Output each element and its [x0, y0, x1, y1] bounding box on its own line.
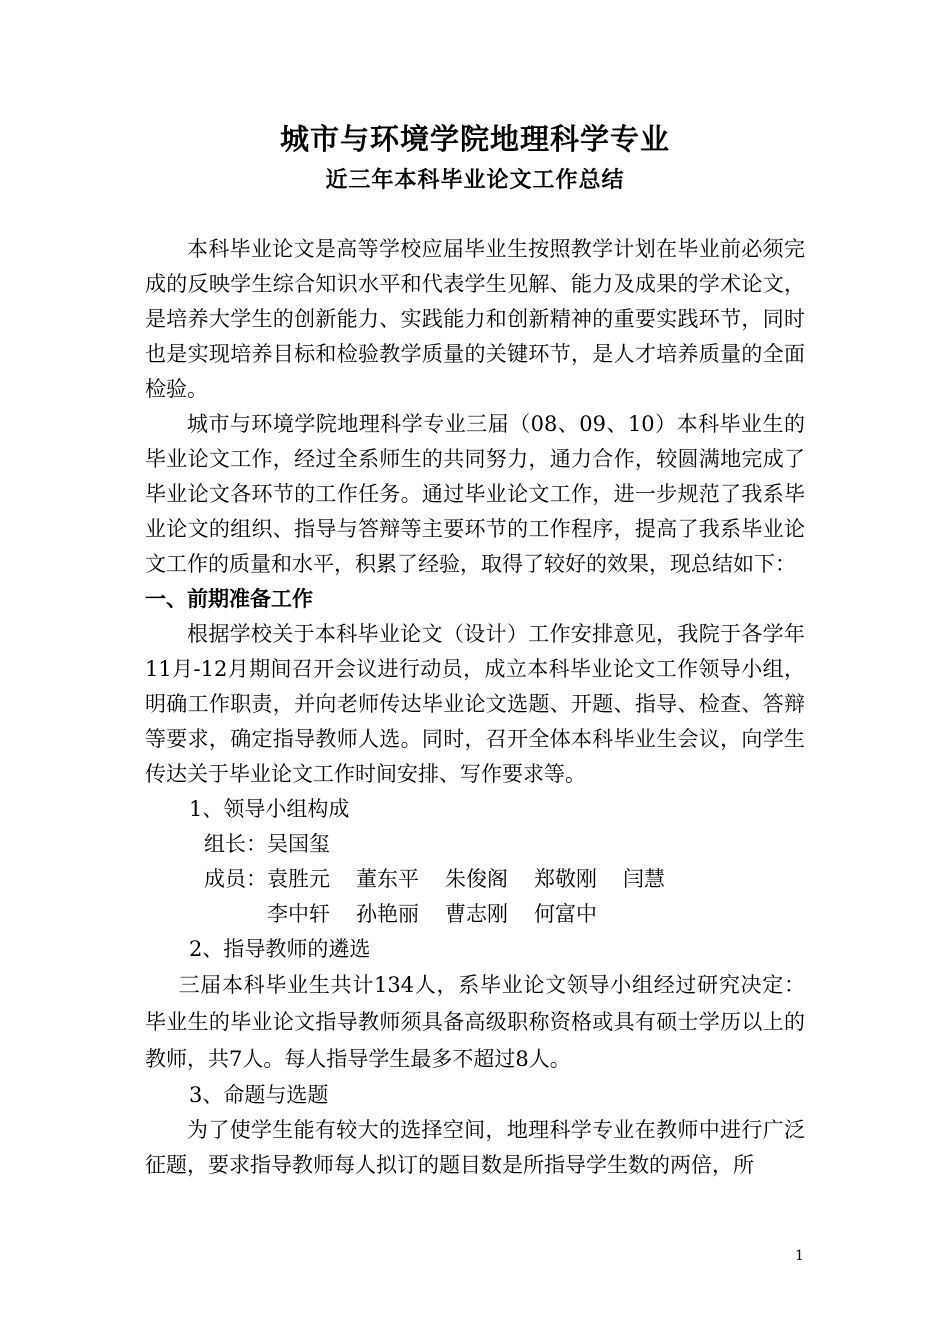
item3-title: 3、命题与选题 [189, 1083, 329, 1107]
section1-paragraph: 根据学校关于本科毕业论文（设计）工作安排意见，我院于各学年11月-12月期间召开会议进行动员，成立本科毕业论文工作领导小组，明确工作职责，并向老师传达毕业论文选题、开题、指导、检查、答辩等要求，确定指导教师人选。同时，召开全体本科毕业生会议，向学生传达关于毕业论文工作时间安排、写作要求等。 [145, 622, 805, 786]
member-name: 李中轩 [267, 902, 330, 926]
page-number: 1 [795, 1248, 804, 1264]
section-heading-1: 一、前期准备工作 [145, 587, 313, 611]
member-name: 董东平 [356, 867, 419, 891]
leader-row [145, 827, 805, 862]
member-name: 闫慧 [623, 867, 665, 891]
members-row-2 [145, 897, 805, 932]
member-name: 郑敬刚 [534, 867, 597, 891]
members-row-1 [145, 862, 805, 897]
document-body [145, 118, 805, 1183]
document-title: 城市与环境学院地理科学专业 [279, 122, 670, 156]
member-name: 孙艳丽 [356, 902, 419, 926]
members-label-spacer [145, 897, 267, 932]
intro-paragraph-1: 本科毕业论文是高等学校应届毕业生按照教学计划在毕业前必须完成的反映学生综合知识水平和代表学生见解、能力及成果的学术论文，是培养大学生的创新能力、实践能力和创新精神的重要实践环节，同时也是实现培养目标和检验教学质量的关键环节，是人才培养质量的全面检验。 [145, 237, 805, 401]
members-label: 成员： [204, 867, 267, 891]
members-list-2 [267, 897, 805, 932]
member-name: 朱俊阁 [445, 867, 508, 891]
member-name: 曹志刚 [445, 902, 508, 926]
document-subtitle: 近三年本科毕业论文工作总结 [325, 168, 625, 193]
intro-paragraph-2: 城市与环境学院地理科学专业三届（08、09、10）本科毕业生的毕业论文工作，经过全系师生的共同努力，通力合作，较圆满地完成了毕业论文各环节的工作任务。通过毕业论文工作，进一步规范了我系毕业论文的组织、指导与答辩等主要环节的工作程序，提高了我系毕业论文工作的质量和水平，积累了经验，取得了较好的效果，现总结如下： [145, 412, 805, 576]
item1-title: 1、领导小组构成 [189, 797, 350, 821]
item2-paragraph: 三届本科毕业生共计134人，系毕业论文领导小组经过研究决定：毕业生的毕业论文指导教师须具备高级职称资格或具有硕士学历以上的教师，共7人。每人指导学生最多不超过8人。 [145, 973, 805, 1071]
leader-label: 组长： [204, 832, 267, 856]
members-list-1 [267, 862, 805, 897]
leader-name: 吴国玺 [267, 832, 330, 856]
item2-title: 2、指导教师的遴选 [189, 937, 371, 961]
member-name: 何富中 [534, 902, 597, 926]
member-name: 袁胜元 [267, 867, 330, 891]
item3-paragraph: 为了使学生能有较大的选择空间，地理科学专业在教师中进行广泛征题，要求指导教师每人拟订的题目数是所指导学生数的两倍，所 [145, 1118, 805, 1177]
